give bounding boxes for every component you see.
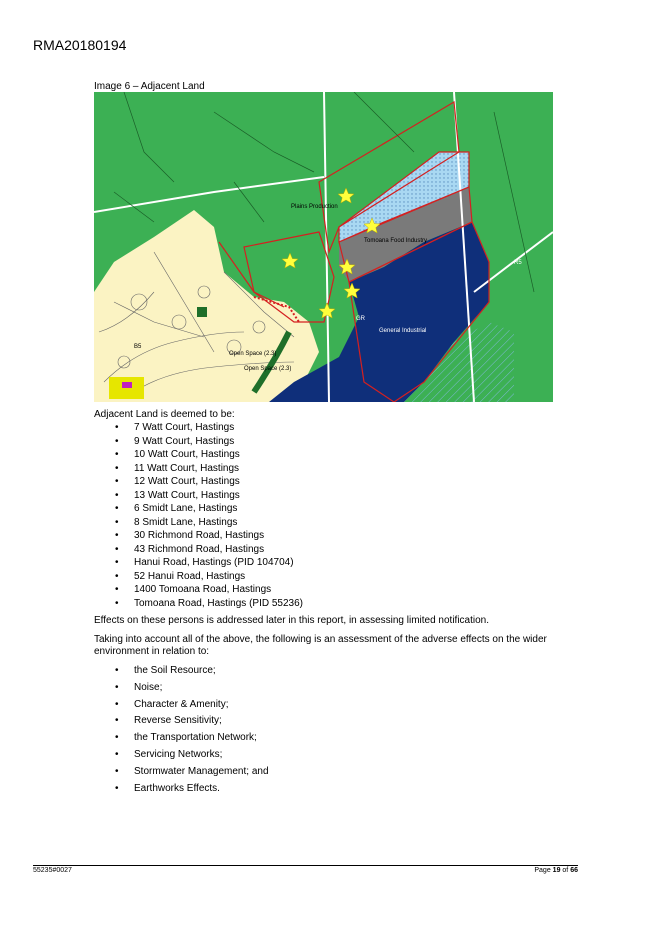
list-item: • the Transportation Network; [94,731,269,748]
label-open-space-1: Open Space (2.3) [229,351,277,357]
notification-paragraph: Effects on these persons is addressed later in this report, in assessing limited notification. [94,615,490,626]
list-item: • 11 Watt Court, Hastings [94,462,303,476]
list-item: • 12 Watt Court, Hastings [94,475,303,489]
assessment-paragraph: Taking into account all of the above, the following is an assessment of the adverse effects on the wider environment in relation to: [94,634,547,657]
document-id: RMA20180194 [33,37,127,53]
label-rural-production: Plains Production [291,204,338,210]
adjacent-land-list [94,421,303,610]
label-general-industrial: General Industrial [379,328,427,334]
figure-caption: Image 6 – Adjacent Land [94,81,205,92]
list-item: • 43 Richmond Road, Hastings [94,543,303,557]
label-zone-gr: GR [356,316,365,322]
list-item: • the Soil Resource; [94,664,269,681]
label-open-space-2: Open Space (2.3) [244,366,292,372]
adjacent-land-intro: Adjacent Land is deemed to be: [94,409,235,420]
list-item: • 6 Smidt Lane, Hastings [94,502,303,516]
list-item: • Hanui Road, Hastings (PID 104704) [94,556,303,570]
label-tomoana: Tomoana Food Industry [364,238,428,244]
list-item: • Character & Amenity; [94,698,269,715]
list-item: • 7 Watt Court, Hastings [94,421,303,435]
effects-list [94,664,269,798]
list-item: • Earthworks Effects. [94,782,269,799]
label-zone-b: B5 [134,344,142,350]
list-item: • Stormwater Management; and [94,765,269,782]
footer-reference: 55235#0027 [33,867,72,874]
list-item: • Noise; [94,681,269,698]
list-item: • 8 Smidt Lane, Hastings [94,516,303,530]
list-item: • 52 Hanui Road, Hastings [94,570,303,584]
adjacent-land-map [94,92,553,402]
list-item: • 30 Richmond Road, Hastings [94,529,303,543]
list-item: • 13 Watt Court, Hastings [94,489,303,503]
list-item: • 10 Watt Court, Hastings [94,448,303,462]
list-item: • 1400 Tomoana Road, Hastings [94,583,303,597]
list-item: • Tomoana Road, Hastings (PID 55236) [94,597,303,611]
label-zone-r: R5 [514,260,522,266]
list-item: • Servicing Networks; [94,748,269,765]
footer-divider [33,865,578,866]
list-item: • Reverse Sensitivity; [94,714,269,731]
page-number: Page 19 of 66 [534,867,578,874]
list-item: • 9 Watt Court, Hastings [94,435,303,449]
